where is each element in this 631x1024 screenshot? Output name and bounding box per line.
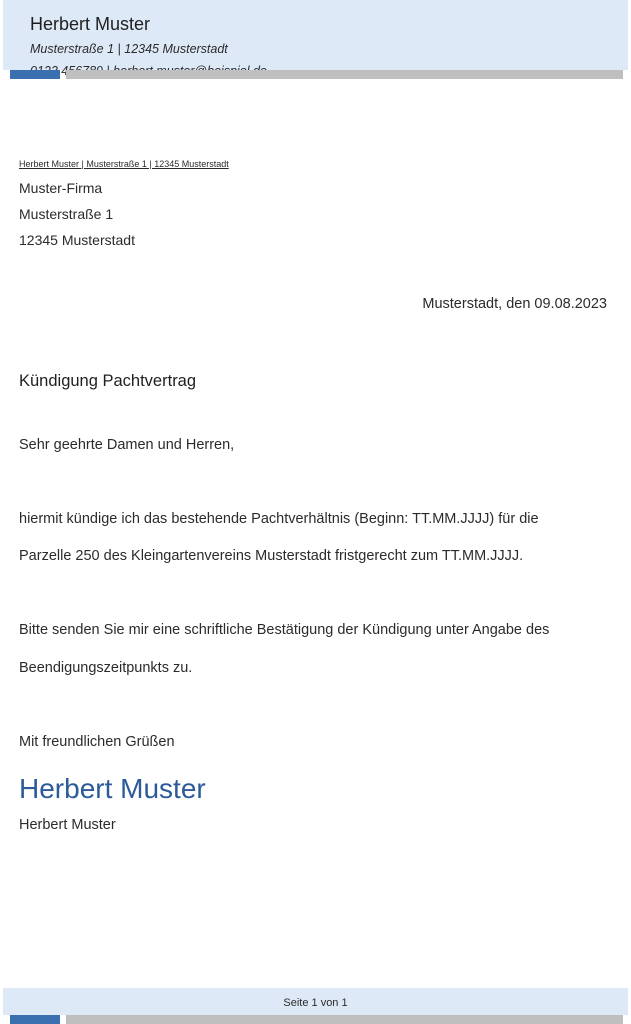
signed-name: Herbert Muster bbox=[19, 817, 116, 833]
paragraph-line: Bitte senden Sie mir eine schriftliche Bestätigung der Kündigung unter Angabe des bbox=[19, 622, 550, 638]
header-divider-bar bbox=[66, 70, 623, 79]
recipient-company: Muster-Firma bbox=[19, 180, 103, 196]
recipient-city: 12345 Musterstadt bbox=[19, 232, 135, 248]
page-number: Seite 1 von 1 bbox=[283, 997, 348, 1009]
footer-band bbox=[3, 988, 628, 1015]
letterhead-address: Musterstraße 1 | 12345 Musterstadt bbox=[30, 42, 228, 56]
signature: Herbert Muster bbox=[19, 773, 206, 804]
footer-accent-bar bbox=[10, 1015, 60, 1024]
letter-subject: Kündigung Pachtvertrag bbox=[19, 372, 197, 390]
header-accent-bar bbox=[10, 70, 60, 79]
paragraph-line: hiermit kündige ich das bestehende Pachtverhältnis (Beginn: TT.MM.JJJJ) für die bbox=[19, 511, 539, 527]
recipient-street: Musterstraße 1 bbox=[19, 206, 114, 222]
closing: Mit freundlichen Grüßen bbox=[19, 734, 175, 750]
paragraph-line: Beendigungszeitpunkts zu. bbox=[19, 660, 193, 676]
salutation: Sehr geehrte Damen und Herren, bbox=[19, 437, 235, 453]
letterhead-name: Herbert Muster bbox=[30, 14, 151, 34]
sender-return-line: Herbert Muster | Musterstraße 1 | 12345 Musterstadt bbox=[19, 159, 229, 169]
letterhead bbox=[3, 0, 628, 70]
footer-divider-bar bbox=[66, 1015, 623, 1024]
letter-date: Musterstadt, den 09.08.2023 bbox=[422, 296, 607, 312]
paragraph-line: Parzelle 250 des Kleingartenvereins Musterstadt fristgerecht zum TT.MM.JJJJ. bbox=[19, 548, 524, 564]
